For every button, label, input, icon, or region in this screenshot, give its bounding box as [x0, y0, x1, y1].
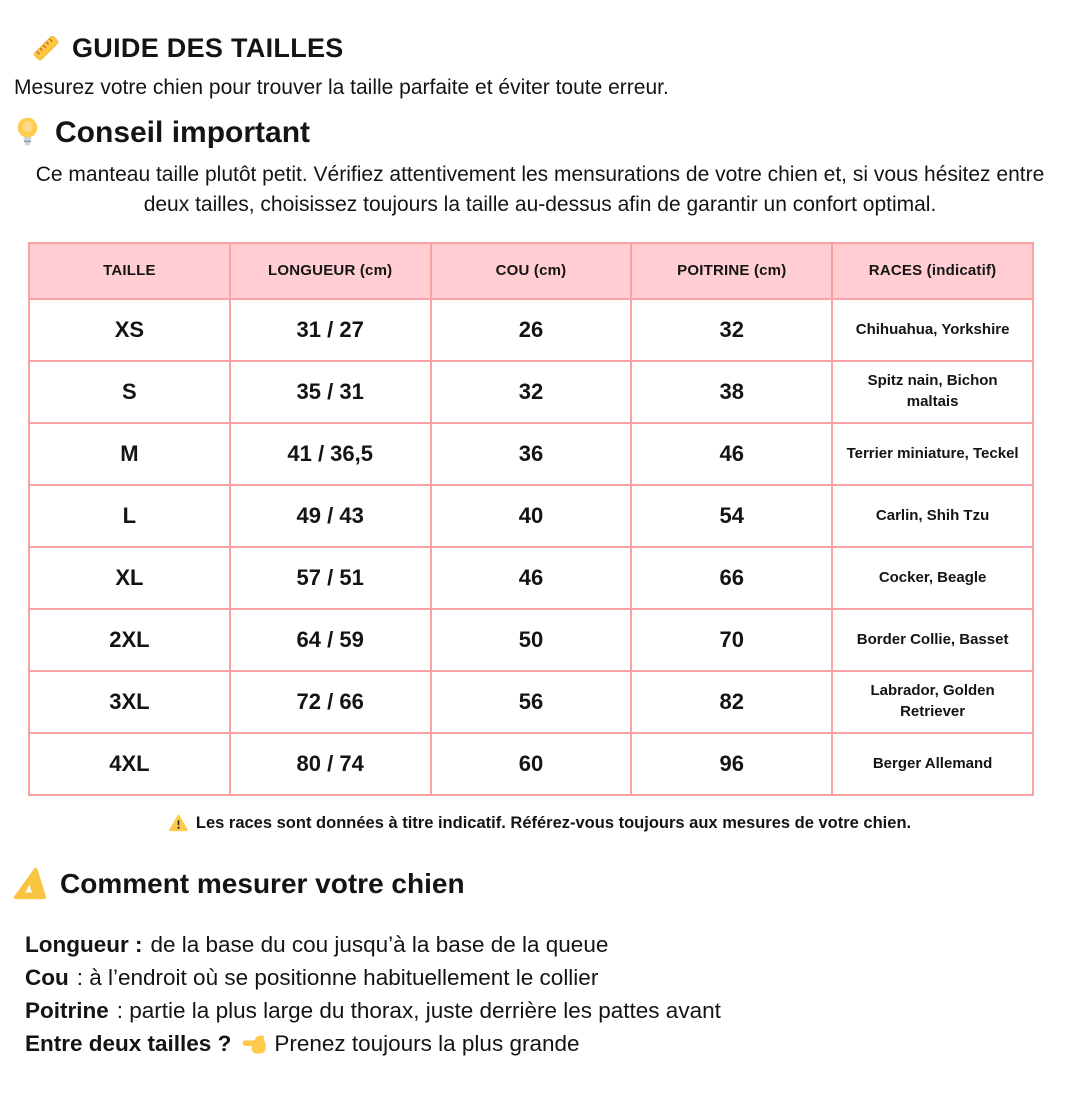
- cell-races: Terrier miniature, Teckel: [832, 423, 1033, 485]
- cell-poitrine: 38: [631, 361, 832, 423]
- cell-cou: 50: [431, 609, 632, 671]
- table-note-text: Les races sont données à titre indicatif. Référez-vous toujours aux mesures de votre chien.: [195, 813, 912, 832]
- cell-cou: 36: [431, 423, 632, 485]
- measure-heading-row: [12, 867, 1080, 901]
- cell-poitrine: 82: [631, 671, 832, 733]
- column-header-longueur: LONGUEUR (cm): [230, 243, 431, 299]
- warning-icon: [169, 814, 188, 833]
- measure-item-text: : partie la plus large du thorax, juste derrière les pattes avant: [116, 998, 721, 1024]
- cell-poitrine: 32: [631, 299, 832, 361]
- cell-races: Berger Allemand: [832, 733, 1033, 795]
- cell-races: Carlin, Shih Tzu: [832, 485, 1033, 547]
- cell-cou: 26: [431, 299, 632, 361]
- cell-longueur: 49 / 43: [230, 485, 431, 547]
- table-row: [29, 547, 1033, 609]
- triangular-ruler-icon: [12, 867, 48, 901]
- size-guide-page: [0, 32, 1080, 1112]
- table-row: [29, 299, 1033, 361]
- size-table: [28, 242, 1034, 796]
- cell-longueur: 31 / 27: [230, 299, 431, 361]
- table-header-row: [29, 243, 1033, 299]
- table-note: [0, 814, 1080, 833]
- measure-item-label: Cou: [25, 965, 69, 991]
- measure-item-text: de la base du cou jusqu’à la base de la queue: [150, 932, 609, 958]
- cell-taille: XS: [29, 299, 230, 361]
- cell-poitrine: 70: [631, 609, 832, 671]
- column-header-taille: TAILLE: [29, 243, 230, 299]
- cell-poitrine: 96: [631, 733, 832, 795]
- table-row: [29, 485, 1033, 547]
- column-header-races: RACES (indicatif): [832, 243, 1033, 299]
- cell-poitrine: 66: [631, 547, 832, 609]
- cell-cou: 56: [431, 671, 632, 733]
- cell-taille: M: [29, 423, 230, 485]
- cell-longueur: 72 / 66: [230, 671, 431, 733]
- measure-item-label: Entre deux tailles ?: [25, 1031, 232, 1057]
- column-header-poitrine: POITRINE (cm): [631, 243, 832, 299]
- measure-item-cou: [25, 962, 1080, 995]
- cell-taille: S: [29, 361, 230, 423]
- cell-taille: L: [29, 485, 230, 547]
- cell-poitrine: 46: [631, 423, 832, 485]
- measure-item-poitrine: [25, 995, 1080, 1028]
- advice-text: Ce manteau taille plutôt petit. Vérifiez attentivement les mensurations de votre chien et, si vous hésitez entre deux tailles, choisissez toujours la taille au-dessus afin de garantir un confort optimal.: [35, 163, 1045, 216]
- cell-taille: 4XL: [29, 733, 230, 795]
- lightbulb-icon: [12, 116, 43, 150]
- cell-races: Chihuahua, Yorkshire: [832, 299, 1033, 361]
- cell-races: Spitz nain, Bichon maltais: [832, 361, 1033, 423]
- cell-taille: XL: [29, 547, 230, 609]
- measure-item-text: Prenez toujours la plus grande: [274, 1031, 580, 1057]
- cell-cou: 32: [431, 361, 632, 423]
- cell-taille: 3XL: [29, 671, 230, 733]
- cell-longueur: 80 / 74: [230, 733, 431, 795]
- measure-item-longueur: [25, 929, 1080, 962]
- cell-cou: 46: [431, 547, 632, 609]
- measure-item-text: : à l’endroit où se positionne habituellement le collier: [76, 965, 599, 991]
- page-title: GUIDE DES TAILLES: [72, 32, 344, 63]
- table-row: [29, 609, 1033, 671]
- cell-cou: 40: [431, 485, 632, 547]
- measure-item-label: Longueur :: [25, 932, 143, 958]
- measure-item-entre-deux-tailles: [25, 1028, 1080, 1061]
- advice-heading: Conseil important: [55, 116, 311, 149]
- measure-heading: Comment mesurer votre chien: [60, 867, 465, 899]
- measure-item-label: Poitrine: [25, 998, 109, 1024]
- cell-taille: 2XL: [29, 609, 230, 671]
- page-subtitle: Mesurez votre chien pour trouver la taille parfaite et éviter toute erreur.: [14, 76, 669, 99]
- cell-longueur: 57 / 51: [230, 547, 431, 609]
- cell-cou: 60: [431, 733, 632, 795]
- cell-poitrine: 54: [631, 485, 832, 547]
- measure-list: [25, 929, 1080, 1061]
- cell-races: Labrador, Golden Retriever: [832, 671, 1033, 733]
- advice-heading-row: [12, 116, 1080, 150]
- cell-races: Border Collie, Basset: [832, 609, 1033, 671]
- page-header: [30, 32, 1080, 64]
- table-row: [29, 733, 1033, 795]
- cell-longueur: 41 / 36,5: [230, 423, 431, 485]
- column-header-cou: COU (cm): [431, 243, 632, 299]
- ruler-icon: [30, 32, 62, 64]
- table-row: [29, 423, 1033, 485]
- table-row: [29, 671, 1033, 733]
- pointing-hand-icon: [241, 1031, 268, 1058]
- table-row: [29, 361, 1033, 423]
- cell-races: Cocker, Beagle: [832, 547, 1033, 609]
- cell-longueur: 64 / 59: [230, 609, 431, 671]
- cell-longueur: 35 / 31: [230, 361, 431, 423]
